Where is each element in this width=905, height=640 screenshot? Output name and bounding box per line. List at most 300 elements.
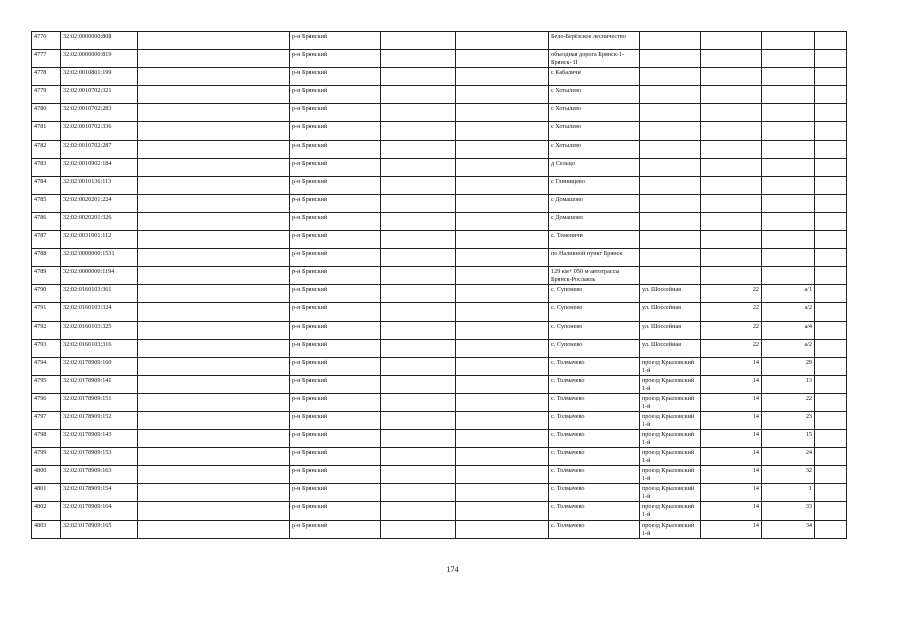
cell-number: 4801 — [32, 484, 61, 502]
cell-cadastral: 32:02:0020201:326 — [61, 212, 138, 230]
cell-empty — [456, 50, 549, 68]
cell-cadastral: 32:02:0160103:361 — [61, 285, 138, 303]
table-row — [32, 393, 847, 411]
cell-number: 4787 — [32, 231, 61, 249]
cell-blank2 — [381, 484, 456, 502]
cell-number: 4790 — [32, 285, 61, 303]
cell-empty — [456, 484, 549, 502]
cell-empty — [456, 249, 549, 267]
cell-settlement: с Хотылево — [549, 86, 640, 104]
cell-cadastral: 32:02:0178909:141 — [61, 375, 138, 393]
cell-settlement: с. Толмачево — [549, 466, 640, 484]
cell-house: 14 — [701, 502, 762, 520]
cell-blank — [138, 140, 290, 158]
cell-street: ул. Шоссейная — [640, 339, 701, 357]
cell-settlement: с. Толмачево — [549, 357, 640, 375]
cell-cadastral: 32:02:0000000:1194 — [61, 267, 138, 285]
cell-settlement: с Хотылево — [549, 122, 640, 140]
table-row — [32, 303, 847, 321]
cell-building: а/2 — [762, 303, 815, 321]
table-row — [32, 122, 847, 140]
cell-blank2 — [381, 140, 456, 158]
cell-street — [640, 68, 701, 86]
cell-cadastral: 32:02:0010136:113 — [61, 176, 138, 194]
cell-district: р-н Брянский — [290, 393, 381, 411]
cell-number: 4777 — [32, 50, 61, 68]
cell-cadastral: 32:02:0000000:1531 — [61, 249, 138, 267]
cell-district: р-н Брянский — [290, 158, 381, 176]
cell-settlement: с. Толмачево — [549, 484, 640, 502]
cell-street — [640, 86, 701, 104]
cell-cadastral: 32:02:0160103:316 — [61, 339, 138, 357]
cell-house: 14 — [701, 375, 762, 393]
cell-settlement: д Сельцо — [549, 158, 640, 176]
cell-building: а/2 — [762, 339, 815, 357]
cell-district: р-н Брянский — [290, 267, 381, 285]
cell-blank — [138, 466, 290, 484]
cell-cadastral: 32:02:0178909:151 — [61, 393, 138, 411]
cell-cadastral: 32:02:0178909:160 — [61, 357, 138, 375]
cell-blank2 — [381, 520, 456, 538]
cell-district: р-н Брянский — [290, 411, 381, 429]
cell-blank2 — [381, 339, 456, 357]
cell-settlement: с. Супонево — [549, 321, 640, 339]
cell-building: 15 — [762, 430, 815, 448]
table-row — [32, 357, 847, 375]
cell-empty — [456, 68, 549, 86]
cell-cadastral: 32:02:0178909:164 — [61, 502, 138, 520]
cell-house — [701, 249, 762, 267]
cell-blank2 — [381, 466, 456, 484]
cell-number: 4788 — [32, 249, 61, 267]
cell-blank2 — [381, 321, 456, 339]
cell-cadastral: 32:02:0020201:224 — [61, 194, 138, 212]
cell-blank2 — [381, 194, 456, 212]
table-row — [32, 502, 847, 520]
cell-number: 4781 — [32, 122, 61, 140]
cell-blank — [138, 375, 290, 393]
cell-extra — [815, 448, 847, 466]
table-row — [32, 176, 847, 194]
cell-building — [762, 68, 815, 86]
cell-blank — [138, 267, 290, 285]
cell-cadastral: 32:02:0010702:336 — [61, 122, 138, 140]
cell-district: р-н Брянский — [290, 303, 381, 321]
cell-street: ул. Шоссейная — [640, 285, 701, 303]
cell-house — [701, 158, 762, 176]
cell-building: 23 — [762, 411, 815, 429]
cell-empty — [456, 321, 549, 339]
cell-blank — [138, 285, 290, 303]
cell-number: 4784 — [32, 176, 61, 194]
cell-extra — [815, 520, 847, 538]
cell-street: ул. Шоссейная — [640, 321, 701, 339]
cell-blank2 — [381, 448, 456, 466]
table-row — [32, 321, 847, 339]
cell-empty — [456, 86, 549, 104]
cell-street: проезд Крыловский 1-й — [640, 448, 701, 466]
cell-extra — [815, 502, 847, 520]
cell-house — [701, 267, 762, 285]
cell-number: 4796 — [32, 393, 61, 411]
cell-number: 4789 — [32, 267, 61, 285]
cell-building — [762, 249, 815, 267]
table-row — [32, 466, 847, 484]
cell-district: р-н Брянский — [290, 32, 381, 50]
cell-number: 4799 — [32, 448, 61, 466]
cell-empty — [456, 285, 549, 303]
cell-settlement: с. Толмачево — [549, 393, 640, 411]
cell-extra — [815, 411, 847, 429]
cell-empty — [456, 122, 549, 140]
table-row — [32, 249, 847, 267]
cell-blank2 — [381, 176, 456, 194]
cell-settlement: с. Супонево — [549, 339, 640, 357]
cell-district: р-н Брянский — [290, 194, 381, 212]
table-row — [32, 194, 847, 212]
cell-district: р-н Брянский — [290, 520, 381, 538]
cell-street: ул. Шоссейная — [640, 303, 701, 321]
cell-empty — [456, 357, 549, 375]
cell-empty — [456, 466, 549, 484]
cell-settlement: с. Супонево — [549, 303, 640, 321]
cell-building — [762, 122, 815, 140]
cell-empty — [456, 339, 549, 357]
cell-cadastral: 32:02:0010702:321 — [61, 86, 138, 104]
table-row — [32, 267, 847, 285]
cell-building — [762, 140, 815, 158]
cell-empty — [456, 303, 549, 321]
cell-empty — [456, 231, 549, 249]
cell-blank2 — [381, 86, 456, 104]
cell-district: р-н Брянский — [290, 285, 381, 303]
cell-district: р-н Брянский — [290, 231, 381, 249]
cell-empty — [456, 212, 549, 230]
cell-cadastral: 32:02:0178909:154 — [61, 484, 138, 502]
cell-blank — [138, 448, 290, 466]
cell-extra — [815, 484, 847, 502]
cell-house: 14 — [701, 411, 762, 429]
cell-blank2 — [381, 267, 456, 285]
cell-building — [762, 194, 815, 212]
cell-district: р-н Брянский — [290, 448, 381, 466]
cell-settlement: с Хотылево — [549, 104, 640, 122]
cell-cadastral: 32:02:0178909:163 — [61, 466, 138, 484]
cell-district: р-н Брянский — [290, 104, 381, 122]
cell-extra — [815, 194, 847, 212]
cell-district: р-н Брянский — [290, 321, 381, 339]
cell-number: 4803 — [32, 520, 61, 538]
cell-street — [640, 176, 701, 194]
register-table — [31, 31, 847, 539]
cell-number: 4792 — [32, 321, 61, 339]
cell-extra — [815, 393, 847, 411]
cell-extra — [815, 321, 847, 339]
cell-extra — [815, 231, 847, 249]
table-row — [32, 448, 847, 466]
cell-building — [762, 50, 815, 68]
cell-settlement: с. Теменичи — [549, 231, 640, 249]
cell-number: 4798 — [32, 430, 61, 448]
cell-house — [701, 231, 762, 249]
cell-blank2 — [381, 104, 456, 122]
cell-blank — [138, 339, 290, 357]
cell-street: проезд Крыловский 1-й — [640, 375, 701, 393]
cell-building — [762, 32, 815, 50]
cell-house: 14 — [701, 393, 762, 411]
cell-building: 33 — [762, 502, 815, 520]
cell-house — [701, 50, 762, 68]
cell-blank2 — [381, 502, 456, 520]
cell-district: р-н Брянский — [290, 176, 381, 194]
table-row — [32, 86, 847, 104]
cell-blank — [138, 104, 290, 122]
table-row — [32, 520, 847, 538]
cell-settlement: с. Супонево — [549, 285, 640, 303]
cell-empty — [456, 32, 549, 50]
cell-number: 4786 — [32, 212, 61, 230]
cell-blank2 — [381, 50, 456, 68]
cell-empty — [456, 448, 549, 466]
cell-extra — [815, 140, 847, 158]
cell-building: 34 — [762, 520, 815, 538]
cell-house — [701, 140, 762, 158]
cell-building: 22 — [762, 393, 815, 411]
cell-settlement: с Глинищево — [549, 176, 640, 194]
cell-blank — [138, 249, 290, 267]
cell-street — [640, 249, 701, 267]
cell-blank2 — [381, 411, 456, 429]
cell-house: 14 — [701, 430, 762, 448]
cell-cadastral: 32:02:0178909:143 — [61, 430, 138, 448]
cell-blank2 — [381, 212, 456, 230]
table-row — [32, 212, 847, 230]
cell-blank — [138, 231, 290, 249]
cell-empty — [456, 158, 549, 176]
cell-extra — [815, 339, 847, 357]
cell-cadastral: 32:02:0178909:152 — [61, 411, 138, 429]
cell-building: 1 — [762, 484, 815, 502]
cell-house: 14 — [701, 520, 762, 538]
cell-house — [701, 122, 762, 140]
cell-blank — [138, 86, 290, 104]
cell-street — [640, 231, 701, 249]
cell-cadastral: 32:02:0178909:165 — [61, 520, 138, 538]
cell-building: 13 — [762, 375, 815, 393]
cell-blank — [138, 502, 290, 520]
table-row — [32, 140, 847, 158]
cell-extra — [815, 303, 847, 321]
cell-blank — [138, 430, 290, 448]
cell-extra — [815, 158, 847, 176]
cell-number: 4783 — [32, 158, 61, 176]
cell-blank — [138, 32, 290, 50]
cell-house: 22 — [701, 303, 762, 321]
cell-empty — [456, 502, 549, 520]
cell-blank — [138, 50, 290, 68]
cell-number: 4779 — [32, 86, 61, 104]
cell-building — [762, 231, 815, 249]
cell-cadastral: 32:02:0010801:199 — [61, 68, 138, 86]
cell-number: 4785 — [32, 194, 61, 212]
cell-house — [701, 86, 762, 104]
cell-street: проезд Крыловский 1-й — [640, 484, 701, 502]
cell-number: 4780 — [32, 104, 61, 122]
cell-district: р-н Брянский — [290, 212, 381, 230]
cell-empty — [456, 176, 549, 194]
cell-settlement: с. Толмачево — [549, 411, 640, 429]
cell-house — [701, 212, 762, 230]
cell-settlement: с Кабаличи — [549, 68, 640, 86]
cell-cadastral: 32:02:0010702:283 — [61, 104, 138, 122]
cell-district: р-н Брянский — [290, 339, 381, 357]
cell-house — [701, 176, 762, 194]
cell-street: проезд Крыловский 1-й — [640, 357, 701, 375]
cell-blank — [138, 194, 290, 212]
cell-empty — [456, 267, 549, 285]
cell-cadastral: 32:02:0160103:324 — [61, 303, 138, 321]
cell-building: а/4 — [762, 321, 815, 339]
cell-cadastral: 32:02:0160103:325 — [61, 321, 138, 339]
cell-extra — [815, 176, 847, 194]
cell-settlement: с Домашово — [549, 212, 640, 230]
table-row — [32, 375, 847, 393]
cell-blank — [138, 411, 290, 429]
cell-district: р-н Брянский — [290, 249, 381, 267]
table-row — [32, 339, 847, 357]
table-row — [32, 285, 847, 303]
cell-extra — [815, 430, 847, 448]
cell-blank2 — [381, 231, 456, 249]
cell-street: проезд Крыловский 1-й — [640, 430, 701, 448]
cell-blank2 — [381, 357, 456, 375]
cell-empty — [456, 411, 549, 429]
cell-empty — [456, 194, 549, 212]
cell-district: р-н Брянский — [290, 375, 381, 393]
cell-blank — [138, 357, 290, 375]
cell-settlement: с. Толмачево — [549, 502, 640, 520]
cell-extra — [815, 32, 847, 50]
cell-extra — [815, 285, 847, 303]
page-number: 174 — [446, 565, 459, 574]
cell-district: р-н Брянский — [290, 140, 381, 158]
cell-extra — [815, 68, 847, 86]
cell-district: р-н Брянский — [290, 68, 381, 86]
cell-district: р-н Брянский — [290, 484, 381, 502]
cell-blank — [138, 303, 290, 321]
cell-empty — [456, 375, 549, 393]
cell-extra — [815, 249, 847, 267]
table-row — [32, 68, 847, 86]
cell-blank2 — [381, 68, 456, 86]
cell-building: 24 — [762, 448, 815, 466]
cell-blank — [138, 212, 290, 230]
cell-extra — [815, 375, 847, 393]
cell-number: 4791 — [32, 303, 61, 321]
cell-street — [640, 122, 701, 140]
cell-cadastral: 32:02:0000000:819 — [61, 50, 138, 68]
cell-number: 4795 — [32, 375, 61, 393]
cell-street — [640, 140, 701, 158]
cell-street: проезд Крыловский 1-й — [640, 393, 701, 411]
cell-blank — [138, 158, 290, 176]
cell-blank — [138, 520, 290, 538]
cell-empty — [456, 140, 549, 158]
cell-building — [762, 176, 815, 194]
cell-district: р-н Брянский — [290, 502, 381, 520]
cell-blank — [138, 122, 290, 140]
cell-settlement: с Хотылево — [549, 140, 640, 158]
cell-cadastral: 32:02:0178909:153 — [61, 448, 138, 466]
cell-settlement: по Наливной пункт Брянск — [549, 249, 640, 267]
table-row — [32, 32, 847, 50]
cell-settlement: с. Толмачево — [549, 448, 640, 466]
cell-number: 4794 — [32, 357, 61, 375]
cell-district: р-н Брянский — [290, 50, 381, 68]
cell-empty — [456, 393, 549, 411]
cell-blank — [138, 176, 290, 194]
cell-extra — [815, 104, 847, 122]
table-row — [32, 50, 847, 68]
cell-settlement: с. Толмачево — [549, 430, 640, 448]
cell-settlement: объездная дорога Брянск-1- Брянск- II — [549, 50, 640, 68]
table-row — [32, 104, 847, 122]
cell-house — [701, 32, 762, 50]
cell-building: 32 — [762, 466, 815, 484]
cell-extra — [815, 86, 847, 104]
cell-blank2 — [381, 393, 456, 411]
cell-house: 22 — [701, 321, 762, 339]
cell-street: проезд Крыловский 1-й — [640, 502, 701, 520]
cell-blank2 — [381, 122, 456, 140]
register-rows — [32, 32, 847, 539]
cell-house: 14 — [701, 484, 762, 502]
cell-street — [640, 50, 701, 68]
cell-house: 14 — [701, 357, 762, 375]
cell-district: р-н Брянский — [290, 430, 381, 448]
cell-settlement: с. Толмачево — [549, 520, 640, 538]
cell-settlement: 129 км+ 050 м автотрассы Брянск-Рославль — [549, 267, 640, 285]
cell-cadastral: 32:02:0031001:112 — [61, 231, 138, 249]
cell-cadastral: 32:02:0010902:184 — [61, 158, 138, 176]
cell-number: 4797 — [32, 411, 61, 429]
cell-building — [762, 104, 815, 122]
cell-street — [640, 158, 701, 176]
cell-building: а/1 — [762, 285, 815, 303]
cell-house: 22 — [701, 339, 762, 357]
cell-number: 4793 — [32, 339, 61, 357]
cell-extra — [815, 50, 847, 68]
table-row — [32, 231, 847, 249]
cell-house: 14 — [701, 448, 762, 466]
cell-blank2 — [381, 430, 456, 448]
cell-street: проезд Крыловский 1-й — [640, 520, 701, 538]
cell-settlement: с. Толмачево — [549, 375, 640, 393]
cell-building — [762, 267, 815, 285]
cell-blank2 — [381, 158, 456, 176]
cell-building — [762, 86, 815, 104]
cell-building — [762, 212, 815, 230]
cell-street — [640, 104, 701, 122]
cell-house — [701, 104, 762, 122]
cell-extra — [815, 357, 847, 375]
cell-blank — [138, 393, 290, 411]
cell-settlement: с Домашово — [549, 194, 640, 212]
cell-blank — [138, 68, 290, 86]
cell-cadastral: 32:02:0010702:287 — [61, 140, 138, 158]
cell-empty — [456, 104, 549, 122]
cell-blank — [138, 321, 290, 339]
